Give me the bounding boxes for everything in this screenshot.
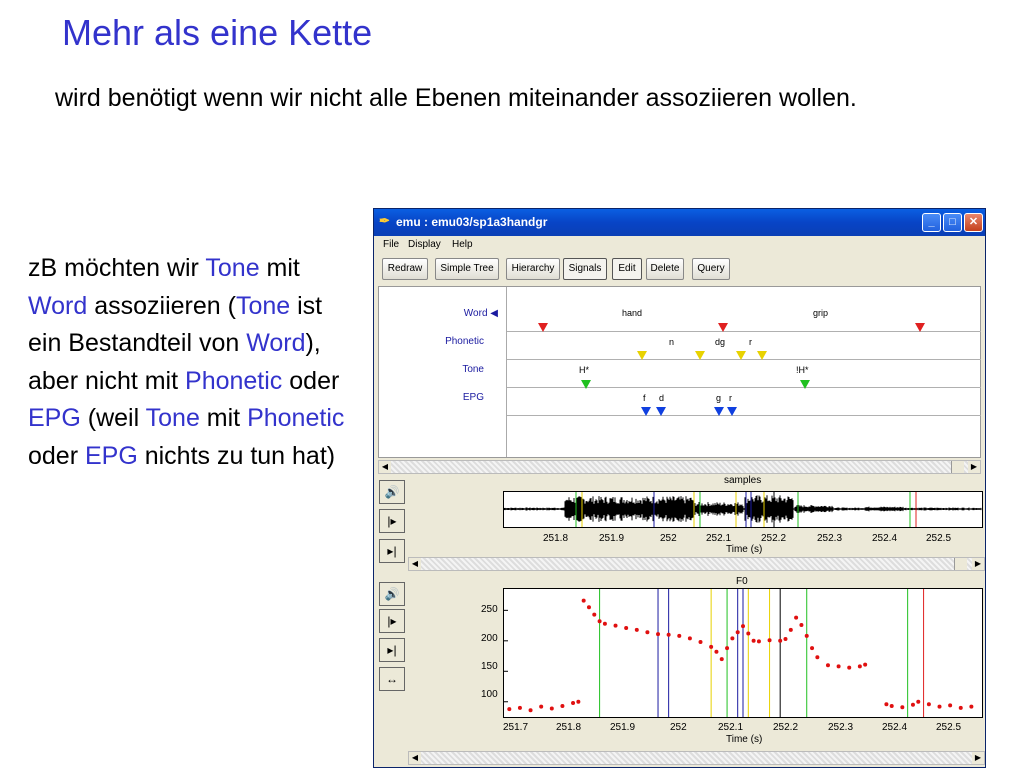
x-tick-label: 252.1 bbox=[706, 533, 732, 544]
f0-point bbox=[730, 636, 734, 640]
f0-plot[interactable] bbox=[503, 588, 983, 718]
y-tick-label: 250 bbox=[481, 604, 498, 615]
f0-point bbox=[699, 640, 703, 644]
side-text-part: assoziieren ( bbox=[87, 291, 236, 320]
play-left-button[interactable]: |▸ bbox=[379, 509, 405, 533]
boundary-marker[interactable] bbox=[757, 351, 767, 360]
tier-divider bbox=[507, 331, 981, 332]
segment-label[interactable]: r bbox=[749, 337, 752, 347]
f0-point bbox=[624, 626, 628, 630]
f0-point bbox=[863, 663, 867, 667]
delete-button[interactable]: Delete bbox=[646, 258, 684, 280]
f0-point bbox=[768, 638, 772, 642]
segment-label[interactable]: d bbox=[659, 393, 665, 403]
waveform-panel bbox=[408, 474, 985, 569]
side-text-part: zB möchten wir bbox=[28, 254, 206, 282]
side-text-part: ), aber nicht mit bbox=[28, 329, 321, 395]
segment-label[interactable]: H* bbox=[579, 365, 590, 375]
simple-tree-button[interactable]: Simple Tree bbox=[435, 258, 499, 280]
scroll-thumb[interactable] bbox=[954, 558, 967, 570]
f0-point bbox=[890, 704, 894, 708]
x-tick-label: 252.5 bbox=[936, 722, 962, 733]
scroll-left-icon[interactable]: ◀ bbox=[409, 558, 421, 570]
f0-point bbox=[614, 624, 618, 628]
f0-point bbox=[916, 700, 920, 704]
x-axis-label: Time (s) bbox=[726, 734, 763, 745]
highlight-word: Word bbox=[246, 329, 306, 357]
boundary-marker[interactable] bbox=[581, 380, 591, 389]
x-tick-label: 251.9 bbox=[610, 722, 636, 733]
f0-point bbox=[539, 705, 543, 709]
play-right-button[interactable]: ▸| bbox=[379, 638, 405, 662]
side-text-part: mit bbox=[199, 404, 248, 432]
menu-file[interactable]: File bbox=[383, 239, 400, 250]
window-titlebar[interactable] bbox=[374, 209, 985, 236]
boundary-marker[interactable] bbox=[736, 351, 746, 360]
menubar bbox=[374, 236, 985, 254]
f0-point bbox=[826, 663, 830, 667]
y-tick-label: 100 bbox=[481, 689, 498, 700]
f0-point bbox=[799, 623, 803, 627]
menu-display[interactable]: Display bbox=[408, 239, 441, 250]
waveform bbox=[504, 492, 982, 527]
f0-point bbox=[741, 624, 745, 628]
level-labels bbox=[379, 287, 507, 457]
highlight-phonetic: Phonetic bbox=[247, 404, 345, 432]
f0-point bbox=[598, 619, 602, 623]
f0-point bbox=[815, 655, 819, 659]
level-word[interactable] bbox=[464, 308, 498, 319]
highlight-word: Word bbox=[28, 291, 88, 320]
f0-point bbox=[587, 605, 591, 609]
highlight-tone: Tone bbox=[145, 404, 200, 432]
tier-divider bbox=[507, 387, 981, 388]
boundary-marker[interactable] bbox=[727, 407, 737, 416]
f0-point bbox=[720, 657, 724, 661]
x-tick-label: 252.4 bbox=[882, 722, 908, 733]
f0-point bbox=[582, 599, 586, 603]
f0-point bbox=[858, 664, 862, 668]
side-text-part: oder bbox=[282, 366, 340, 395]
side-text-part: nichts zu tun hat) bbox=[137, 441, 336, 470]
boundary-marker[interactable] bbox=[538, 323, 548, 332]
f0-point bbox=[550, 706, 554, 710]
f0-point bbox=[656, 632, 660, 636]
x-tick-label: 252.4 bbox=[872, 533, 898, 544]
f0-point bbox=[667, 633, 671, 637]
label-pane bbox=[378, 286, 981, 458]
waveform-plot[interactable] bbox=[503, 491, 983, 528]
f0-point bbox=[709, 645, 713, 649]
boundary-marker[interactable] bbox=[718, 323, 728, 332]
scroll-right-icon[interactable]: ▶ bbox=[972, 558, 984, 570]
f0-point bbox=[688, 636, 692, 640]
scroll-left-icon[interactable]: ◀ bbox=[379, 461, 391, 473]
f0-point bbox=[969, 705, 973, 709]
f0-title: F0 bbox=[736, 576, 748, 587]
f0-point bbox=[789, 628, 793, 632]
level-phonetic[interactable]: Phonetic bbox=[445, 336, 484, 347]
highlight-phonetic: Phonetic bbox=[185, 366, 283, 395]
f0-chart bbox=[504, 589, 982, 717]
level-word-label: Word bbox=[463, 308, 488, 319]
redraw-button[interactable]: Redraw bbox=[382, 258, 428, 280]
waveform-title: samples bbox=[724, 475, 762, 486]
x-tick-label: 252.1 bbox=[718, 722, 744, 733]
f0-point bbox=[576, 700, 580, 704]
zoom-range-button[interactable]: ↔ bbox=[379, 667, 405, 691]
f0-point bbox=[938, 705, 942, 709]
boundary-marker[interactable] bbox=[641, 407, 651, 416]
f0-point bbox=[884, 702, 888, 706]
y-tick-label: 150 bbox=[481, 661, 498, 672]
x-tick-label: 252.3 bbox=[817, 533, 843, 544]
edit-button[interactable]: Edit bbox=[612, 258, 642, 280]
f0-point bbox=[948, 703, 952, 707]
emu-window bbox=[373, 208, 986, 768]
f0-point bbox=[725, 646, 729, 650]
hierarchy-button[interactable]: Hierarchy bbox=[506, 258, 560, 280]
f0-scrollbar[interactable] bbox=[408, 751, 985, 765]
minimize-button[interactable]: _ bbox=[922, 213, 941, 232]
f0-panel bbox=[408, 576, 985, 756]
f0-point bbox=[757, 639, 761, 643]
f0-point bbox=[794, 616, 798, 620]
f0-point bbox=[959, 706, 963, 710]
signals-button[interactable]: Signals bbox=[563, 258, 607, 280]
menu-help[interactable]: Help bbox=[452, 239, 473, 250]
boundary-marker[interactable] bbox=[695, 351, 705, 360]
f0-point bbox=[746, 631, 750, 635]
x-tick-label: 252.5 bbox=[926, 533, 952, 544]
f0-point bbox=[571, 701, 575, 705]
boundary-marker[interactable] bbox=[800, 380, 810, 389]
segment-label[interactable]: f bbox=[643, 393, 646, 403]
side-text-part: (weil bbox=[80, 404, 146, 432]
segment-label[interactable]: dg bbox=[715, 337, 726, 347]
f0-point bbox=[752, 639, 756, 643]
f0-point bbox=[736, 630, 740, 634]
x-tick-label: 252.3 bbox=[828, 722, 854, 733]
highlight-tone: Tone bbox=[235, 291, 291, 320]
boundary-marker[interactable] bbox=[637, 351, 647, 360]
scroll-right-icon[interactable]: ▶ bbox=[972, 752, 984, 764]
f0-point bbox=[778, 639, 782, 643]
play-left-button[interactable]: |▸ bbox=[379, 609, 405, 633]
slide-subtitle: wird benötigt wenn wir nicht alle Ebenen miteinander assoziieren wollen. bbox=[55, 84, 857, 112]
highlight-epg: EPG bbox=[84, 441, 138, 470]
tier-divider bbox=[507, 415, 981, 416]
x-tick-label: 251.9 bbox=[599, 533, 625, 544]
f0-point bbox=[805, 634, 809, 638]
x-tick-label: 251.8 bbox=[543, 533, 569, 544]
side-text-part: mit bbox=[259, 254, 300, 282]
boundary-marker[interactable] bbox=[656, 407, 666, 416]
boundary-marker[interactable] bbox=[915, 323, 925, 332]
maximize-button[interactable]: □ bbox=[943, 213, 962, 232]
f0-point bbox=[847, 666, 851, 670]
x-tick-label: 251.7 bbox=[503, 722, 529, 733]
segment-label[interactable]: n bbox=[669, 337, 675, 347]
scroll-left-icon[interactable]: ◀ bbox=[409, 752, 421, 764]
f0-point bbox=[837, 664, 841, 668]
play-right-button[interactable]: ▸| bbox=[379, 539, 405, 563]
close-button[interactable]: ✕ bbox=[964, 213, 983, 232]
segment-label[interactable]: g bbox=[716, 393, 722, 403]
segment-label[interactable]: grip bbox=[813, 308, 829, 318]
f0-point bbox=[560, 704, 564, 708]
scroll-thumb[interactable] bbox=[951, 461, 964, 473]
f0-point bbox=[592, 613, 596, 617]
f0-point bbox=[507, 707, 511, 711]
side-text bbox=[28, 250, 358, 475]
f0-point bbox=[603, 622, 607, 626]
toolbar bbox=[374, 254, 985, 284]
highlight-epg: EPG bbox=[28, 404, 81, 432]
scroll-right-icon[interactable]: ▶ bbox=[968, 461, 980, 473]
play-sound-button[interactable]: 🔊 bbox=[379, 480, 405, 504]
f0-point bbox=[677, 634, 681, 638]
label-scrollbar[interactable] bbox=[378, 460, 981, 474]
boundary-marker[interactable] bbox=[714, 407, 724, 416]
x-axis-label: Time (s) bbox=[726, 544, 763, 555]
side-text-part: ist ein Bestandteil von bbox=[28, 291, 323, 357]
f0-point bbox=[645, 630, 649, 634]
level-epg[interactable]: EPG bbox=[462, 392, 484, 403]
f0-point bbox=[927, 702, 931, 706]
highlight-tone: Tone bbox=[205, 254, 260, 282]
f0-point bbox=[900, 705, 904, 709]
play-sound-button[interactable]: 🔊 bbox=[379, 582, 405, 606]
f0-point bbox=[714, 650, 718, 654]
f0-point bbox=[518, 706, 522, 710]
left-arrow-icon: ◀ bbox=[490, 308, 498, 319]
f0-point bbox=[783, 637, 787, 641]
x-tick-label: 251.8 bbox=[556, 722, 582, 733]
y-tick-label: 200 bbox=[481, 633, 498, 644]
feather-icon: ✒ bbox=[379, 213, 390, 228]
segment-label[interactable]: hand bbox=[622, 308, 643, 318]
waveform-scrollbar[interactable] bbox=[408, 557, 985, 571]
f0-point bbox=[635, 628, 639, 632]
side-text-part: oder bbox=[28, 441, 85, 470]
segment-label[interactable]: r bbox=[729, 393, 732, 403]
f0-point bbox=[810, 646, 814, 650]
f0-point bbox=[911, 703, 915, 707]
x-tick-label: 252 bbox=[670, 722, 687, 733]
x-tick-label: 252.2 bbox=[761, 533, 787, 544]
x-tick-label: 252.2 bbox=[773, 722, 799, 733]
query-button[interactable]: Query bbox=[692, 258, 730, 280]
segment-label[interactable]: !H* bbox=[796, 365, 809, 375]
window-title: emu : emu03/sp1a3handgr bbox=[396, 215, 548, 229]
level-tone[interactable]: Tone bbox=[462, 364, 484, 375]
f0-point bbox=[529, 708, 533, 712]
slide-title: Mehr als eine Kette bbox=[62, 12, 373, 53]
x-tick-label: 252 bbox=[660, 533, 677, 544]
